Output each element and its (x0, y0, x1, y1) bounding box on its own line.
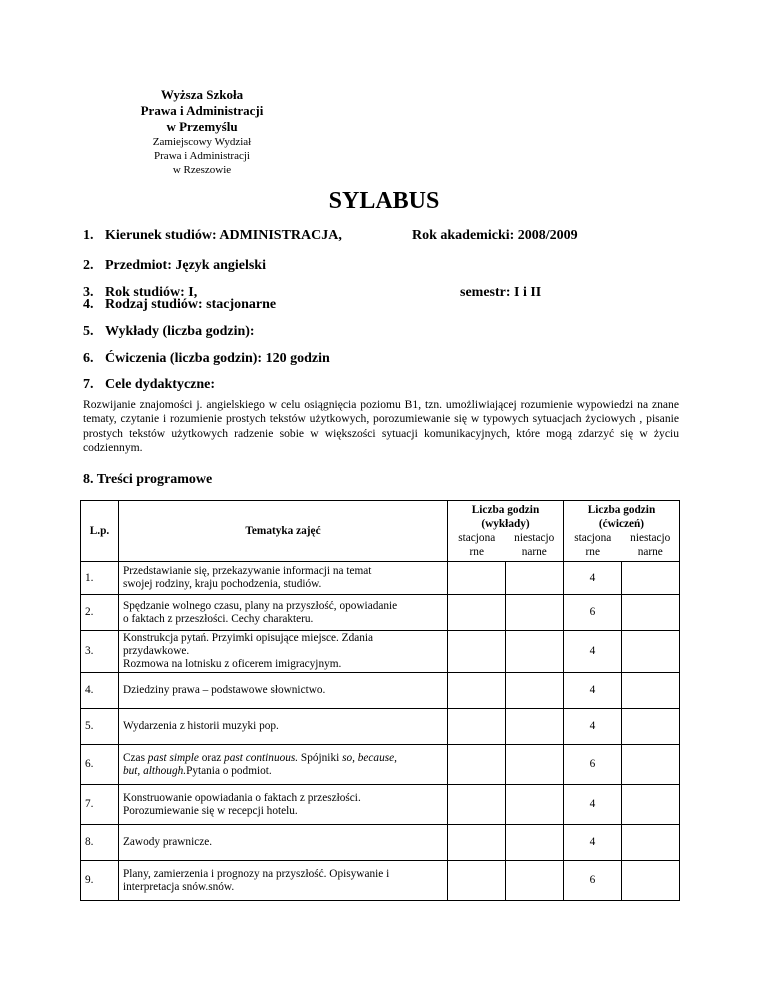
sub-line: stacjona (574, 532, 612, 544)
exercises-header-line: Liczba godzin (587, 504, 656, 516)
row-topic (119, 825, 448, 861)
faculty-name-line: Prawa i Administracji (154, 150, 250, 162)
topic-line: Dziedziny prawa – podstawowe słownictwo. (123, 684, 326, 696)
topic-line: Konstrukcja pytań. Przyimki opisujące miejsce. Zdania (123, 632, 374, 644)
topic-line: Wydarzenia z historii muzyki pop. (123, 720, 279, 732)
row-topic (119, 745, 448, 785)
school-name (118, 87, 286, 135)
exercises-part-cell (622, 595, 680, 631)
faculty-name (118, 135, 286, 177)
academic-year: Rok akademicki: 2008/2009 (412, 228, 578, 243)
topic-text: Spójniki (298, 751, 343, 764)
item-text: Cele dydaktyczne: (105, 377, 216, 392)
sub-line: rne (585, 546, 600, 558)
row-lp: 1. (81, 562, 119, 595)
topic-text: Pytania o podmiot. (186, 764, 272, 777)
topic-line: swojej rodziny, kraju pochodzenia, studiów. (123, 578, 322, 590)
sub-full-time (564, 531, 622, 559)
exercises-full-cell: 6 (564, 745, 622, 785)
item-number: 7. (83, 377, 94, 392)
lectures-header-line: Liczba godzin (471, 504, 540, 516)
row-topic (119, 709, 448, 745)
lectures-full-cell (448, 785, 506, 825)
topic-line: Rozmowa na lotnisku z oficerem imigracyjnym. (123, 658, 342, 670)
topic-line: o faktach z przeszłości. Cechy charakteru. (123, 612, 314, 625)
sub-part-time (506, 531, 564, 559)
item-number: 2. (83, 258, 94, 273)
lectures-part-cell (506, 825, 564, 861)
exercises-part-cell (622, 745, 680, 785)
school-name-line: Wyższa Szkoła (160, 87, 244, 102)
row-topic (119, 631, 448, 673)
row-topic (119, 673, 448, 709)
row-topic (119, 562, 448, 595)
lectures-part-cell (506, 861, 564, 901)
exercises-full-cell: 4 (564, 709, 622, 745)
lectures-part-cell (506, 673, 564, 709)
exercises-full-cell: 4 (564, 785, 622, 825)
item-text: Wykłady (liczba godzin): (105, 324, 255, 339)
item-goals (83, 377, 215, 393)
item-text: Ćwiczenia (liczba godzin): 120 godzin (105, 351, 330, 366)
lectures-part-cell (506, 745, 564, 785)
lectures-part-cell (506, 631, 564, 673)
row-lp: 4. (81, 673, 119, 709)
topic-line: Plany, zamierzenia i prognozy na przyszłość. Opisywanie i (123, 867, 390, 880)
topic-line: przydawkowe. (123, 645, 190, 657)
item-number: 6. (83, 351, 94, 366)
table-row (81, 595, 680, 631)
lectures-full-cell (448, 673, 506, 709)
item-subject (83, 258, 266, 274)
topic-line: Spędzanie wolnego czasu, plany na przyszłość, opowiadanie (123, 599, 398, 612)
lectures-header-line: (wykłady) (481, 518, 530, 530)
goals-text: Rozwijanie znajomości j. angielskiego w celu osiągnięcia poziomu B1, tzn. umożliwiającej rozumienie wypowiedzi na znane tematy, czytanie i rozumienie prostych tekstów użytkowych, porozumiewanie się w typowych sytuacjach życiowych , pisanie prostych tekstów użytkowych radzenie sobie w większości sytuacji komunikacyjnych, które mogą zdarzyć się w życiu codziennym. (83, 398, 679, 455)
lectures-full-cell (448, 745, 506, 785)
row-lp: 9. (81, 861, 119, 901)
topic-text-italic: past continuous. (224, 751, 299, 764)
topic-line: interpretacja snów.snów. (123, 880, 235, 893)
item-number: 1. (83, 228, 94, 243)
topic-text-italic: so, because, (342, 751, 397, 764)
lectures-full-cell (448, 595, 506, 631)
table-row (81, 673, 680, 709)
table-row (81, 785, 680, 825)
lectures-full-cell (448, 631, 506, 673)
school-name-line: Prawa i Administracji (140, 103, 264, 118)
lectures-group-header (448, 501, 564, 562)
lectures-full-cell (448, 562, 506, 595)
col-lp-header: L.p. (81, 501, 119, 562)
sub-line: stacjona (458, 532, 496, 544)
row-lp: 5. (81, 709, 119, 745)
item-exercises (83, 351, 330, 367)
topic-line: Przedstawianie się, przekazywanie informacji na temat (123, 565, 372, 577)
semester: semestr: I i II (460, 285, 542, 300)
exercises-part-cell (622, 861, 680, 901)
row-lp: 8. (81, 825, 119, 861)
sub-line: niestacjo (514, 532, 555, 544)
table-row (81, 745, 680, 785)
item-lectures (83, 324, 255, 340)
lectures-part-cell (506, 562, 564, 595)
page-title: SYLABUS (328, 188, 440, 214)
exercises-part-cell (622, 825, 680, 861)
topic-text: oraz (198, 751, 225, 764)
exercises-part-cell (622, 562, 680, 595)
table-row (81, 861, 680, 901)
lectures-part-cell (506, 595, 564, 631)
sub-line: niestacjo (630, 532, 671, 544)
item-number: 3. (83, 285, 94, 300)
lectures-full-cell (448, 861, 506, 901)
item-field-of-study (83, 228, 342, 244)
table-row (81, 562, 680, 595)
item-text: Kierunek studiów: ADMINISTRACJA, (105, 228, 342, 243)
item-number: 4. (83, 297, 94, 312)
exercises-part-cell (622, 709, 680, 745)
table-row (81, 709, 680, 745)
table-row (81, 631, 680, 673)
row-lp: 3. (81, 631, 119, 673)
topic-line (123, 765, 445, 778)
topic-text: Czas (123, 751, 148, 764)
lectures-part-cell (506, 785, 564, 825)
exercises-full-cell: 6 (564, 861, 622, 901)
sub-line: narne (637, 546, 663, 558)
exercises-full-cell: 4 (564, 562, 622, 595)
topic-text-italic: past simple (147, 751, 199, 764)
exercises-full-cell: 4 (564, 673, 622, 709)
faculty-name-line: Zamiejscowy Wydział (152, 136, 252, 148)
row-lp: 2. (81, 595, 119, 631)
topic-text-italic: but, although. (123, 764, 187, 777)
topic-line (123, 752, 445, 765)
row-topic (119, 861, 448, 901)
item-number: 5. (83, 324, 94, 339)
sub-full-time (448, 531, 506, 559)
row-lp: 7. (81, 785, 119, 825)
table-row (81, 825, 680, 861)
faculty-name-line: w Rzeszowie (172, 164, 232, 176)
row-topic (119, 785, 448, 825)
sub-part-time (622, 531, 680, 559)
sub-line: rne (469, 546, 484, 558)
col-topic-header: Tematyka zajęć (119, 501, 448, 562)
exercises-group-header (564, 501, 680, 562)
sub-line: narne (521, 546, 547, 558)
exercises-full-cell: 4 (564, 631, 622, 673)
exercises-part-cell (622, 785, 680, 825)
exercises-full-cell: 4 (564, 825, 622, 861)
lectures-full-cell (448, 825, 506, 861)
topic-line: Zawody prawnicze. (123, 836, 213, 848)
item-text: Rodzaj studiów: stacjonarne (105, 297, 277, 312)
exercises-full-cell: 6 (564, 595, 622, 631)
topic-line: Porozumiewanie się w recepcji hotelu. (123, 804, 298, 817)
exercises-part-cell (622, 631, 680, 673)
topic-line: Konstruowanie opowiadania o faktach z przeszłości. (123, 791, 361, 804)
lectures-part-cell (506, 709, 564, 745)
item-text: Rok studiów: I, (105, 285, 198, 300)
item-study-type (83, 297, 276, 313)
row-topic (119, 595, 448, 631)
item-text: Przedmiot: Język angielski (105, 258, 266, 273)
school-name-line: w Przemyślu (166, 119, 238, 134)
exercises-header-line: (ćwiczeń) (598, 518, 645, 530)
exercises-part-cell (622, 673, 680, 709)
program-table (80, 500, 680, 901)
row-lp: 6. (81, 745, 119, 785)
section-heading: 8. Treści programowe (83, 472, 213, 487)
lectures-full-cell (448, 709, 506, 745)
